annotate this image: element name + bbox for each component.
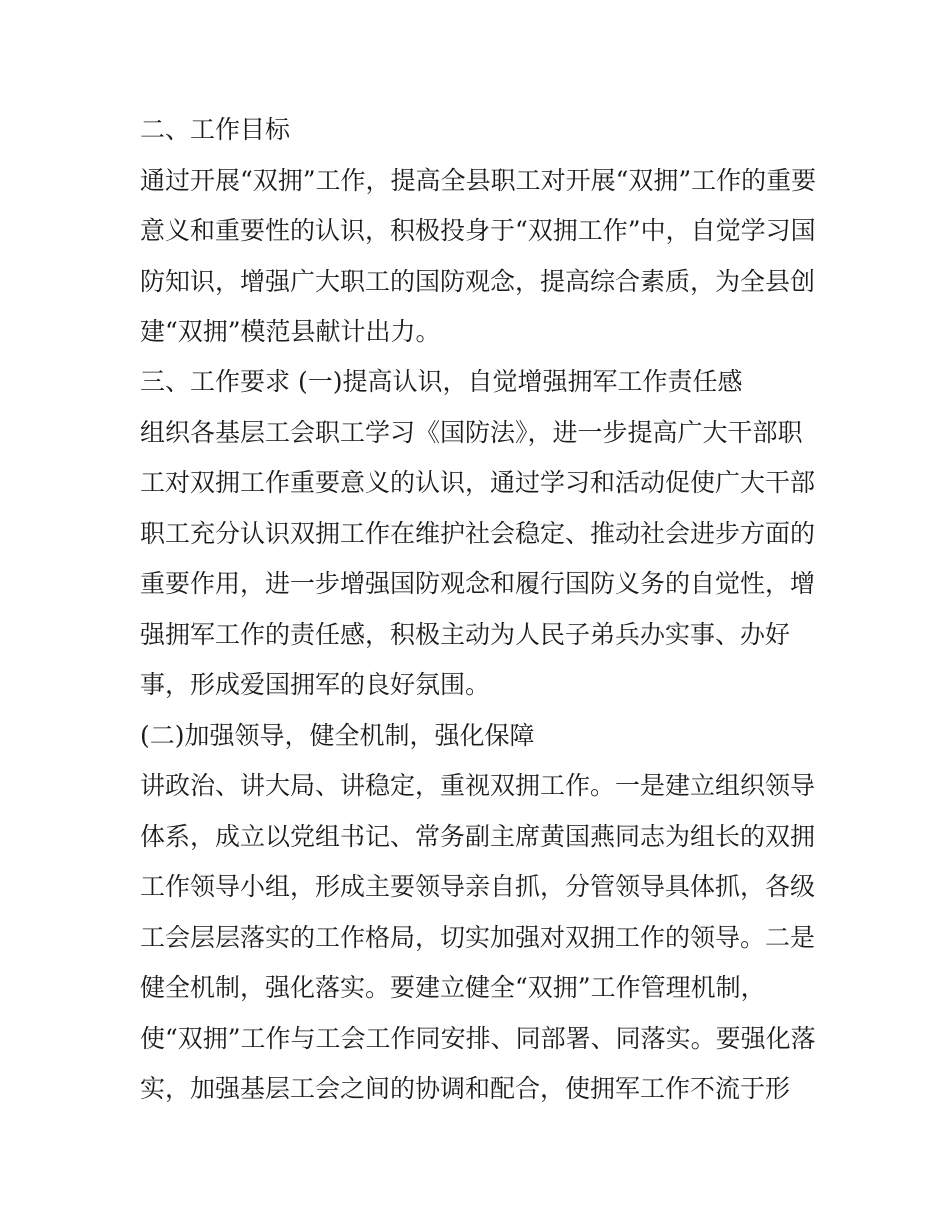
paragraph-line: 讲政治、讲大局、讲稳定，重视双拥工作。一是建立组织领导 (140, 771, 816, 800)
paragraph-line: 实，加强基层工会之间的协调和配合，使拥军工作不流于形 (140, 1074, 791, 1103)
paragraph-line: 重要作用，进一步增强国防观念和履行国防义务的自觉性，增 (140, 569, 816, 598)
paragraph-line: 强拥军工作的责任感，积极主动为人民子弟兵办实事、办好 (140, 620, 791, 649)
section-heading-goals: 二、工作目标 (140, 115, 291, 144)
paragraph-line: 使“双拥”工作与工会工作同安排、同部署、同落实。要强化落 (140, 1024, 816, 1053)
paragraph-line: 防知识，增强广大职工的国防观念，提高综合素质，为全县创 (140, 267, 816, 296)
paragraph-line: 工对双拥工作重要意义的认识，通过学习和活动促使广大干部 (140, 468, 816, 497)
paragraph-line: 健全机制，强化落实。要建立健全“双拥”工作管理机制， (140, 973, 766, 1002)
paragraph-line: 职工充分认识双拥工作在维护社会稳定、推动社会进步方面的 (140, 519, 816, 548)
paragraph-line: 工会层层落实的工作格局，切实加强对双拥工作的领导。二是 (140, 923, 816, 952)
paragraph-line: 工作领导小组，形成主要领导亲自抓，分管领导具体抓，各级 (140, 872, 816, 901)
paragraph-line: 事，形成爱国拥军的良好氛围。 (140, 670, 491, 699)
paragraph-line: 组织各基层工会职工学习《国防法》，进一步提高广大干部职 (140, 418, 803, 447)
section-heading-requirements: 三、工作要求 (一)提高认识，自觉增强拥军工作责任感 (140, 367, 743, 396)
paragraph-line: 意义和重要性的认识，积极投身于“双拥工作”中，自觉学习国 (140, 216, 816, 245)
subsection-heading-leadership: (二)加强领导，健全机制，强化保障 (140, 721, 535, 750)
paragraph-line: 体系，成立以党组书记、常务副主席黄国燕同志为组长的双拥 (140, 822, 816, 851)
paragraph-line: 通过开展“双拥”工作，提高全县职工对开展“双拥”工作的重要 (140, 166, 817, 195)
paragraph-line: 建“双拥”模范县献计出力。 (140, 317, 441, 346)
